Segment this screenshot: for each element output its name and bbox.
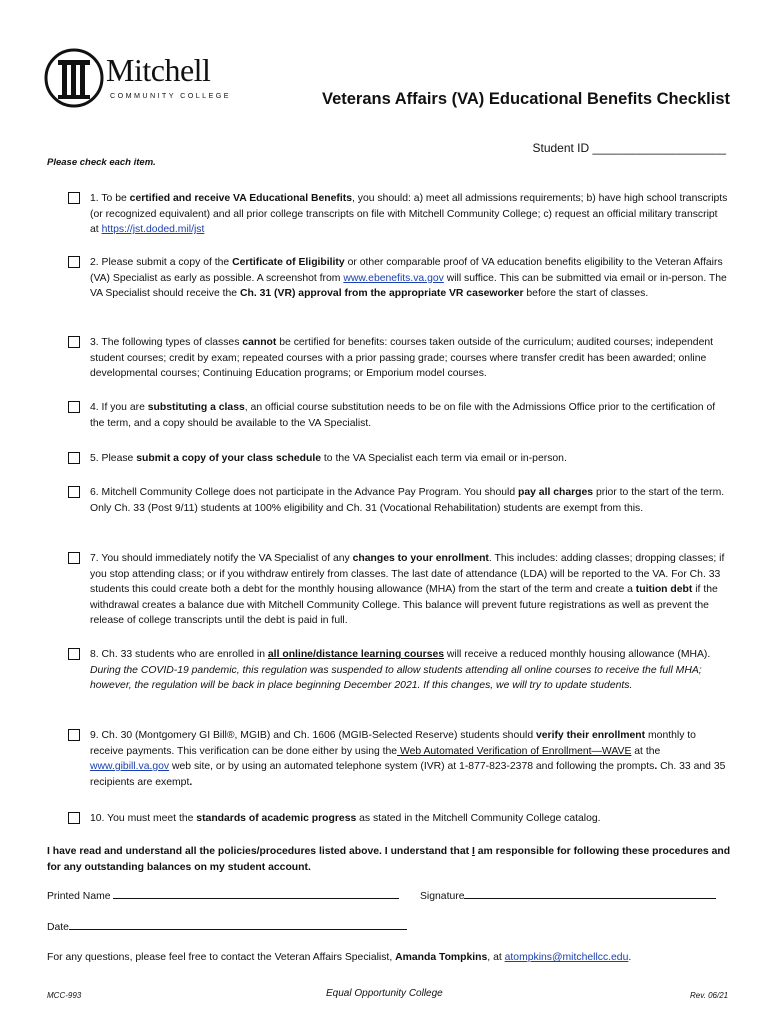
checklist-item-2 [68,255,728,302]
printed-name-line[interactable] [113,889,399,899]
item-text: 3. The following types of classes cannot be certified for benefits: courses taken outside of the curriculum; audited courses; independent student courses; credit by exam; repeated courses with a prior passing grade; courses where transfer credit has been awarded; online developmental courses; Continuing Education programs; or Emporium model courses. [90,337,714,380]
item-text: 4. If you are substituting a class, an official course substitution needs to be on file with the Admissions Office prior to the certification of the term, and a copy should be available to the VA Specialist. [90,402,716,429]
item-text: 7. You should immediately notify the VA Specialist of any changes to your enrollment. This includes: adding classes; dropping classes; if you stop attending class; or if you withdraw entirely from classes. The last date of attendance (LDA) will be reported to the VA. For Ch. 33 students this could create both a debt for the monthly housing allowance (MHA) from the start of the term and create a tuition debt if the withdrawal creates a balance due with Mitchell Community College. This balance will prevent future registrations as well as prevent the release of college transcripts until the debt is paid in full. [90,553,725,627]
checkbox-item-5[interactable] [68,452,80,464]
item-text: 2. Please submit a copy of the Certificate of Eligibility or other comparable proof of VA education benefits eligibility to the Veteran Affairs (VA) Specialist as early as possible. A screenshot from www.ebenefits.va.gov will suffice. This can be submitted via email or in-person. The VA Specialist should receive the Ch. 31 (VR) approval from the appropriate VR caseworker before the start of classes. [90,257,727,300]
footer-center: Equal Opportunity College [326,988,443,999]
checkbox-item-9[interactable] [68,729,80,741]
checkbox-item-2[interactable] [68,256,80,268]
page-title: Veterans Affairs (VA) Educational Benefits Checklist [321,90,730,108]
checklist-item-7 [68,551,728,629]
printed-name-field[interactable] [47,889,399,902]
gibill-link[interactable]: www.gibill.va.gov [90,761,170,773]
printed-name-label: Printed Name [47,891,111,902]
checklist-item-9 [68,728,728,790]
checkbox-item-6[interactable] [68,486,80,498]
checkbox-item-1[interactable] [68,192,80,204]
item-text: 8. Ch. 33 students who are enrolled in all online/distance learning courses will receive a reduced monthly housing allowance (MHA). During the COVID-19 pandemic, this regulation was suspended to allow students attending all online courses to receive the full MHA; however, the regulation will be back in place beginning December 2021. If this changes, we will try to update students. [90,649,711,692]
checklist-item-3 [68,335,728,382]
form-code: MCC-993 [47,991,82,1000]
item-text: 10. You must meet the standards of academic progress as stated in the Mitchell Community College catalog. [90,813,601,824]
check-instruction: Please check each item. [47,157,156,168]
college-logo [44,46,234,108]
checklist-item-6 [68,485,728,516]
item-text: 1. To be certified and receive VA Educational Benefits, you should: a) meet all admissions requirements; b) have high school transcripts (or recognized equivalent) and all prior college transcripts on file with Mitchell Community College; c) request an official military transcript at https://jst.doded.mil/jst [90,193,728,236]
acknowledgement-statement: I have read and understand all the policies/procedures listed above. I understand that I am responsible for following these procedures and for any outstanding balances on my student account. [47,846,731,873]
checklist-item-5 [68,451,728,467]
email-link[interactable]: atompkins@mitchellcc.edu [504,952,629,963]
checklist-item-4 [68,400,728,431]
checkbox-item-3[interactable] [68,336,80,348]
item-text: 9. Ch. 30 (Montgomery GI Bill®, MGIB) and Ch. 1606 (MGIB-Selected Reserve) students should verify their enrollment monthly to receive payments. This verification can be done either by using the Web Automated Verification of Enrollment—WAVE at the www.gibill.va.gov web site, or by using an automated telephone system (IVR) at 1-877-823-2378 and following the prompts. Ch. 33 and 35 recipients are exempt. [90,730,726,788]
signature-field[interactable] [420,889,716,902]
specialist-name: Amanda Tompkins [395,952,488,963]
date-label: Date [47,922,69,933]
logo-subline: COMMUNITY COLLEGE [110,91,231,100]
college-seal-icon [44,46,108,110]
logo-wordmark: Mitchell [106,52,211,88]
item-text: 6. Mitchell Community College does not participate in the Advance Pay Program. You should pay all charges prior to the start of the term. Only Ch. 33 (Post 9/11) students at 100% eligibility and Ch. 31 (Vocational Rehabilitation) students are exempt from this. [90,487,725,514]
revision-date: Rev. 06/21 [690,991,729,1000]
contact-line: For any questions, please feel free to contact the Veteran Affairs Specialist, Amanda Tompkins, at atompkins@mitchellcc.edu. [47,952,632,963]
student-id-field[interactable]: Student ID ____________________ [532,141,726,155]
date-line[interactable] [69,920,407,930]
signature-line[interactable] [464,889,716,899]
signature-label: Signature [420,891,465,902]
checklist-item-10 [68,811,728,827]
checklist-item-1 [68,191,728,238]
jst-link[interactable]: https://jst.doded.mil/jst [101,224,205,236]
wave-link[interactable]: Web Automated Verification of Enrollment—WAVE [397,745,632,757]
item-text: 5. Please submit a copy of your class schedule to the VA Specialist each term via email or in-person. [90,453,567,464]
ebenefits-link[interactable]: www.ebenefits.va.gov [343,272,444,284]
checklist-item-8 [68,647,728,694]
checkbox-item-4[interactable] [68,401,80,413]
checkbox-item-8[interactable] [68,648,80,660]
date-field[interactable] [47,920,407,933]
checkbox-item-7[interactable] [68,552,80,564]
checkbox-item-10[interactable] [68,812,80,824]
